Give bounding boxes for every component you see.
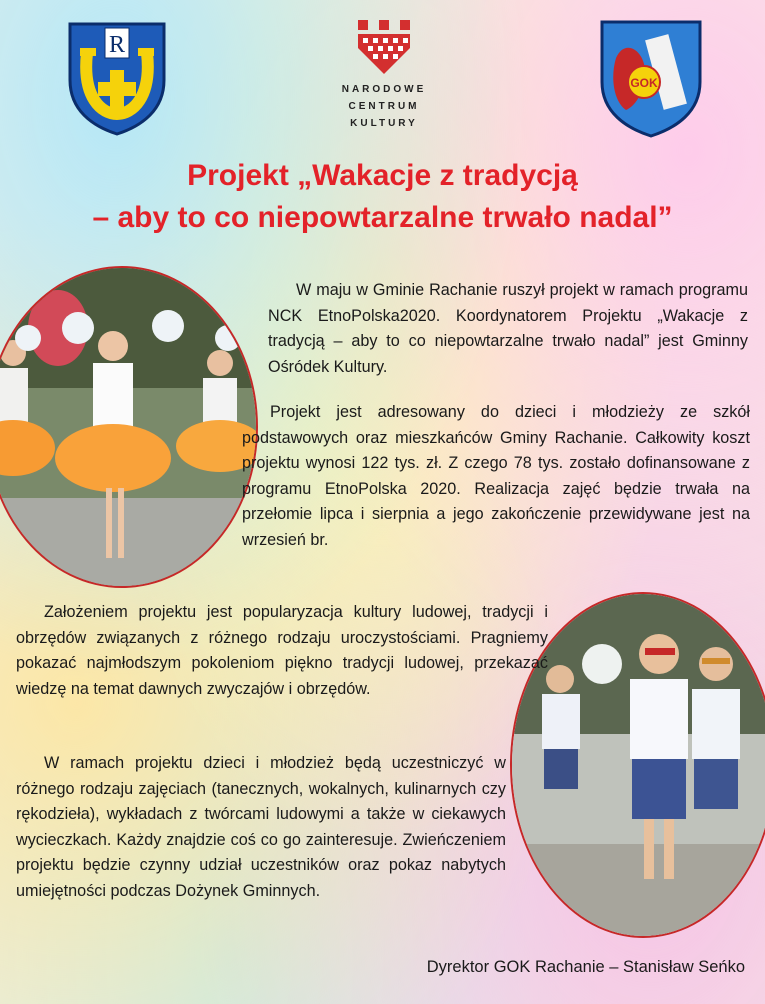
signature: Dyrektor GOK Rachanie – Stanisław Seńko (426, 958, 745, 976)
title-line-2: – aby to co niepowtarzalne trwało nadal” (92, 201, 673, 234)
paragraph-1 (268, 278, 748, 380)
paragraph-1-text: W maju w Gminie Rachanie ruszył projekt w ramach programu NCK EtnoPolska2020. Koordynatorem Projektu „Wakacje z tradycją – aby to co niepowtarzalne trwało nadal” jest Gminny Ośródek Kultury. (268, 281, 748, 376)
paragraph-3-text: Założeniem projektu jest popularyzacja kultury ludowej, tradycji i obrzędów związanych z różnego rodzaju uroczystościami. Pragniemy pokazać najmłodszym pokoleniom piękno tradycji ludowej, przekazać wiedzę na temat dawnych zwyczajów i obrzędów. (16, 603, 548, 698)
nck-logo (330, 18, 438, 138)
svg-text:R: R (108, 32, 126, 58)
paragraph-4 (16, 751, 506, 904)
photo-boys-dancing (510, 592, 765, 938)
page-title (0, 155, 765, 239)
nck-line-1: NARODOWE (341, 84, 427, 95)
paragraph-3 (16, 600, 548, 702)
nck-line-3: KULTURY (350, 118, 418, 129)
svg-text:GOK: GOK (630, 76, 658, 90)
photo-girls-dancing (0, 266, 258, 588)
title-line-1: Projekt „Wakacje z tradycją (187, 159, 578, 192)
paragraph-2 (242, 400, 750, 553)
nck-crown-icon (354, 18, 414, 76)
paragraph-4-text: W ramach projektu dzieci i młodzież będą uczestniczyć w różnego rodzaju zajęciach (tanecznych, wokalnych, kulinarnych czy rękodzieła), wykładach z twórcami ludowymi a także w ciekawych wycieczkach. Każdy znajdzie coś co go zainteresuje. Zwieńczeniem projektu będzie czynny udział uczestników oraz pokaz nabytych umiejętności podczas Dożynek Gminnych. (16, 754, 506, 900)
paragraph-2-text: Projekt jest adresowany do dzieci i młodzieży ze szkół podstawowych oraz mieszkańców Gminy Rachanie. Całkowity koszt projektu wynosi 122 tys. zł. Z czego 78 tys. zostało dofinansowane z programu EtnoPolska 2020. Realizacja zajęć będzie trwała na przełomie lipca i sierpnia a jego zakończenie przewidywane jest na wrzesień br. (242, 403, 750, 549)
nck-line-2: CENTRUM (348, 101, 420, 112)
gok-emblem (596, 18, 706, 138)
coat-of-arms-left (62, 18, 172, 136)
